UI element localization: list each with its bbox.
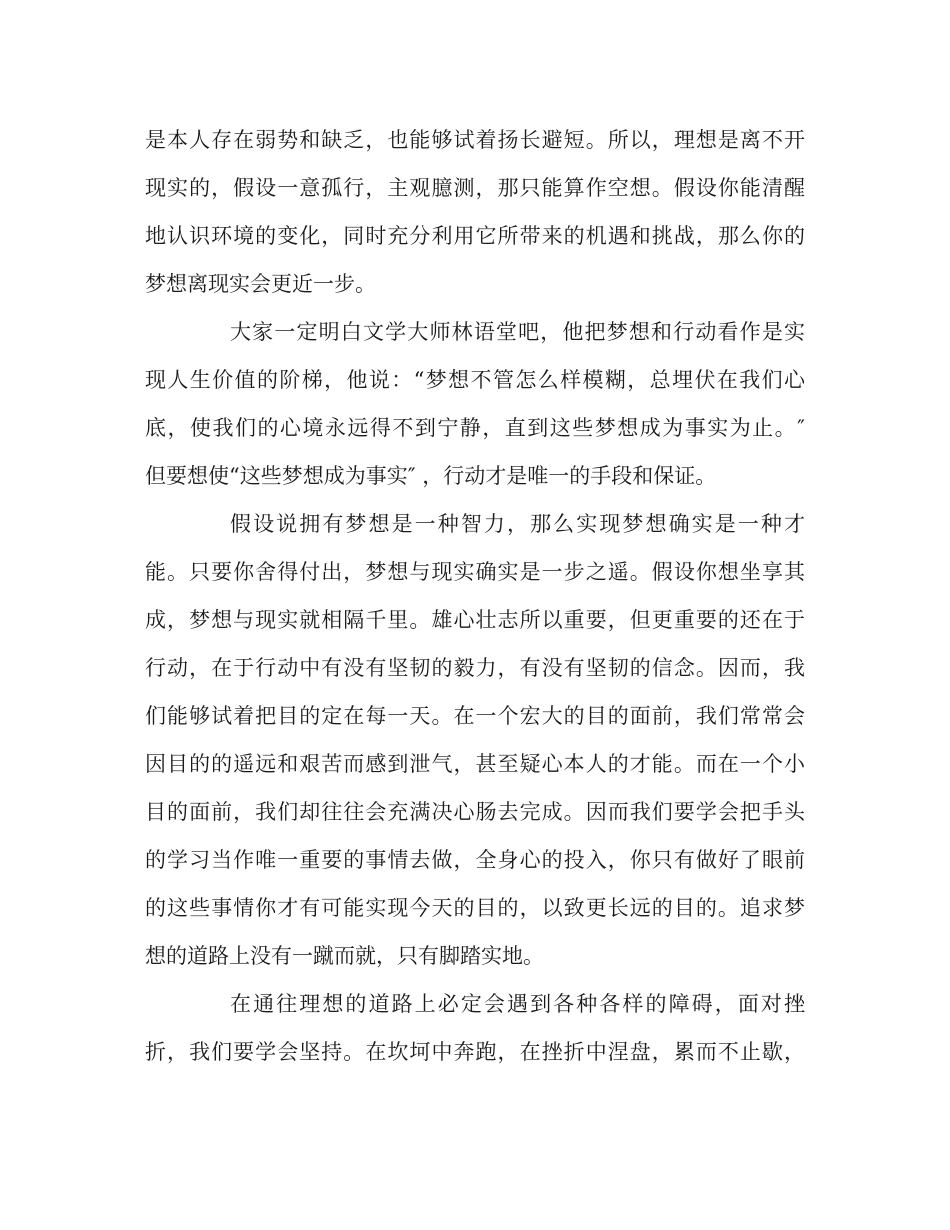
text-line: 目的面前，我们却往往会充满决心肠去完成。因而我们要学会把手头 (145, 800, 805, 824)
paragraph-first-line: 在通往理想的道路上必定会遇到各种各样的障碍，面对挫 (230, 992, 805, 1016)
text-line: 折，我们要学会坚持。在坎坷中奔跑，在挫折中涅盘，累而不止歇， (145, 1040, 805, 1064)
text-line: 但要想使“这些梦想成为事实″ ，行动才是唯一的手段和保证。 (145, 464, 717, 488)
text-line: 能。只要你舍得付出，梦想与现实确实是一步之遥。假设你想坐享其 (145, 560, 805, 584)
text-line: 地认识环境的变化，同时充分利用它所带来的机遇和挑战，那么你的 (145, 224, 805, 248)
text-line: 的学习当作唯一重要的事情去做，全身心的投入，你只有做好了眼前 (145, 848, 805, 872)
text-line: 行动，在于行动中有没有坚韧的毅力，有没有坚韧的信念。因而，我 (145, 656, 805, 680)
text-line: 成，梦想与现实就相隔千里。雄心壮志所以重要，但更重要的还在于 (145, 608, 805, 632)
text-line: 现人生价值的阶梯，他说：“梦想不管怎么样模糊，总埋伏在我们心 (145, 368, 805, 392)
text-line: 梦想离现实会更近一步。 (145, 272, 376, 296)
paragraph-first-line: 大家一定明白文学大师林语堂吧，他把梦想和行动看作是实 (230, 320, 805, 344)
paragraph-first-line: 假设说拥有梦想是一种智力，那么实现梦想确实是一种才 (230, 512, 805, 536)
text-line: 因目的的遥远和艰苦而感到泄气，甚至疑心本人的才能。而在一个小 (145, 752, 805, 776)
text-line: 底，使我们的心境永远得不到宁静，直到这些梦想成为事实为止。″ (145, 416, 805, 440)
text-line: 的这些事情你才有可能实现今天的目的，以致更长远的目的。追求梦 (145, 896, 805, 920)
text-line: 是本人存在弱势和缺乏，也能够试着扬长避短。所以，理想是离不开 (145, 128, 805, 152)
text-line: 想的道路上没有一蹴而就，只有脚踏实地。 (145, 944, 544, 968)
text-line: 们能够试着把目的定在每一天。在一个宏大的目的面前，我们常常会 (145, 704, 805, 728)
text-line: 现实的，假设一意孤行，主观臆测，那只能算作空想。假设你能清醒 (145, 176, 805, 200)
